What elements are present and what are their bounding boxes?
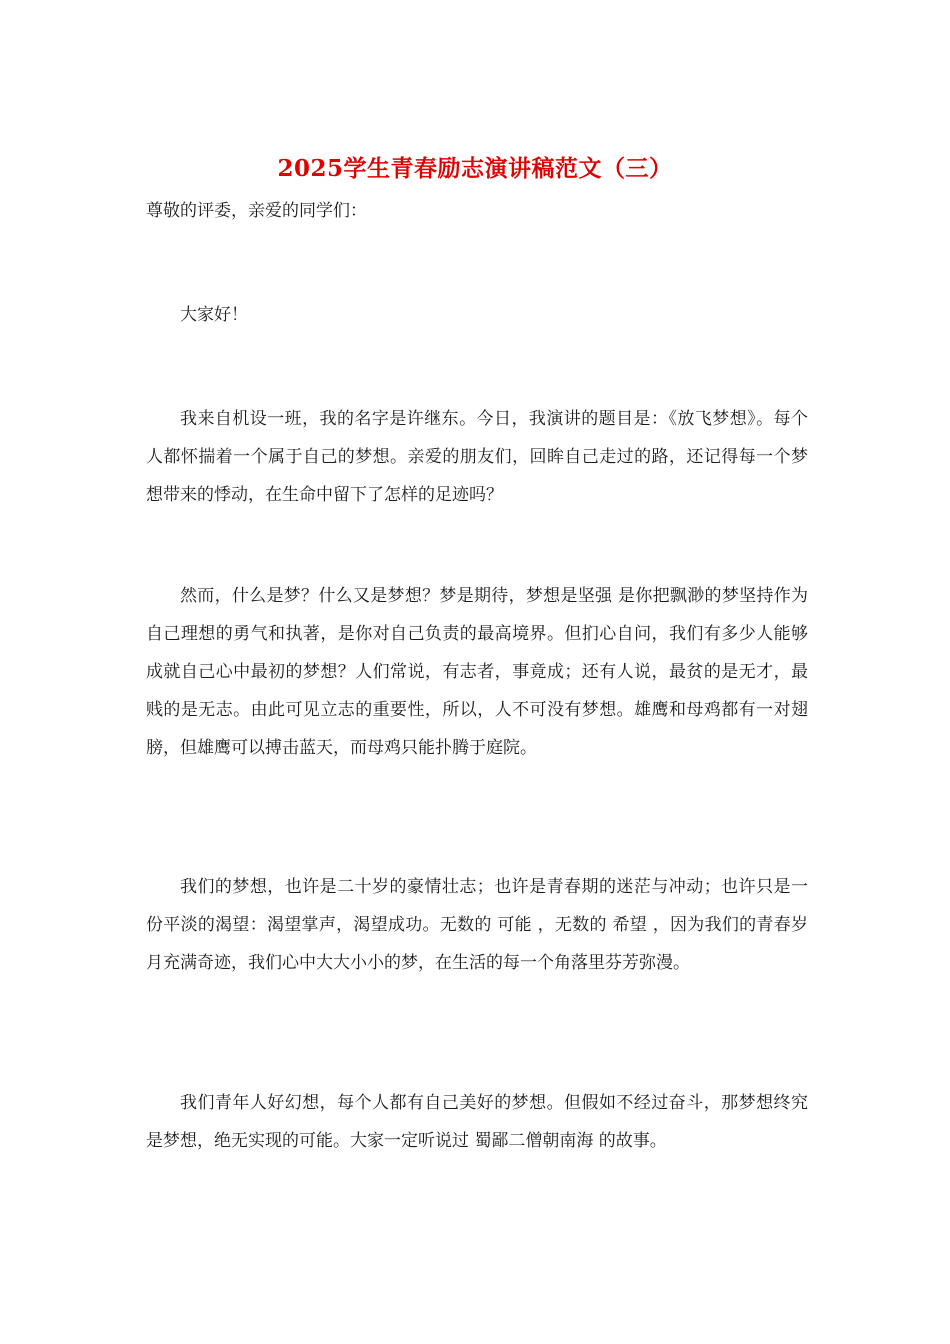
document-title: 2025学生青春励志演讲稿范文（三） <box>277 155 673 182</box>
paragraph-greeting: 大家好！ <box>180 305 248 325</box>
paragraph-introduction: 我来自机设一班，我的名字是许继东。今日，我演讲的题目是：《放飞梦想》。每个人都怀揣着一个属于自己的梦想。亲爱的朋友们，回眸自己走过的路，还记得每一个梦想带来的悸动，在生命中留下了怎样的足迹吗？ <box>146 409 808 505</box>
salutation: 尊敬的评委，亲爱的同学们： <box>146 201 367 221</box>
paragraph-youth-fantasy: 我们青年人好幻想，每个人都有自己美好的梦想。但假如不经过奋斗，那梦想终究是梦想，绝无实现的可能。大家一定听说过 蜀鄙二僧朝南海 的故事。 <box>146 1093 808 1151</box>
paragraph-what-is-dream: 然而，什么是梦？什么又是梦想？梦是期待，梦想是坚强 是你把飘渺的梦坚持作为自己理想的勇气和执著，是你对自己负责的最高境界。但扪心自问，我们有多少人能够成就自己心中最初的梦想？人们常说，有志者，事竟成；还有人说，最贫的是无才，最贱的是无志。由此可见立志的重要性，所以，人不可没有梦想。雄鹰和母鸡都有一对翅膀，但雄鹰可以搏击蓝天，而母鸡只能扑腾于庭院。 <box>146 586 808 758</box>
paragraph-our-dreams: 我们的梦想，也许是二十岁的豪情壮志；也许是青春期的迷茫与冲动；也许只是一份平淡的渴望：渴望掌声，渴望成功。无数的 可能 ，无数的 希望 ，因为我们的青春岁月充满奇迹，我们心中大大小小的梦，在生活的每一个角落里芬芳弥漫。 <box>146 877 808 973</box>
